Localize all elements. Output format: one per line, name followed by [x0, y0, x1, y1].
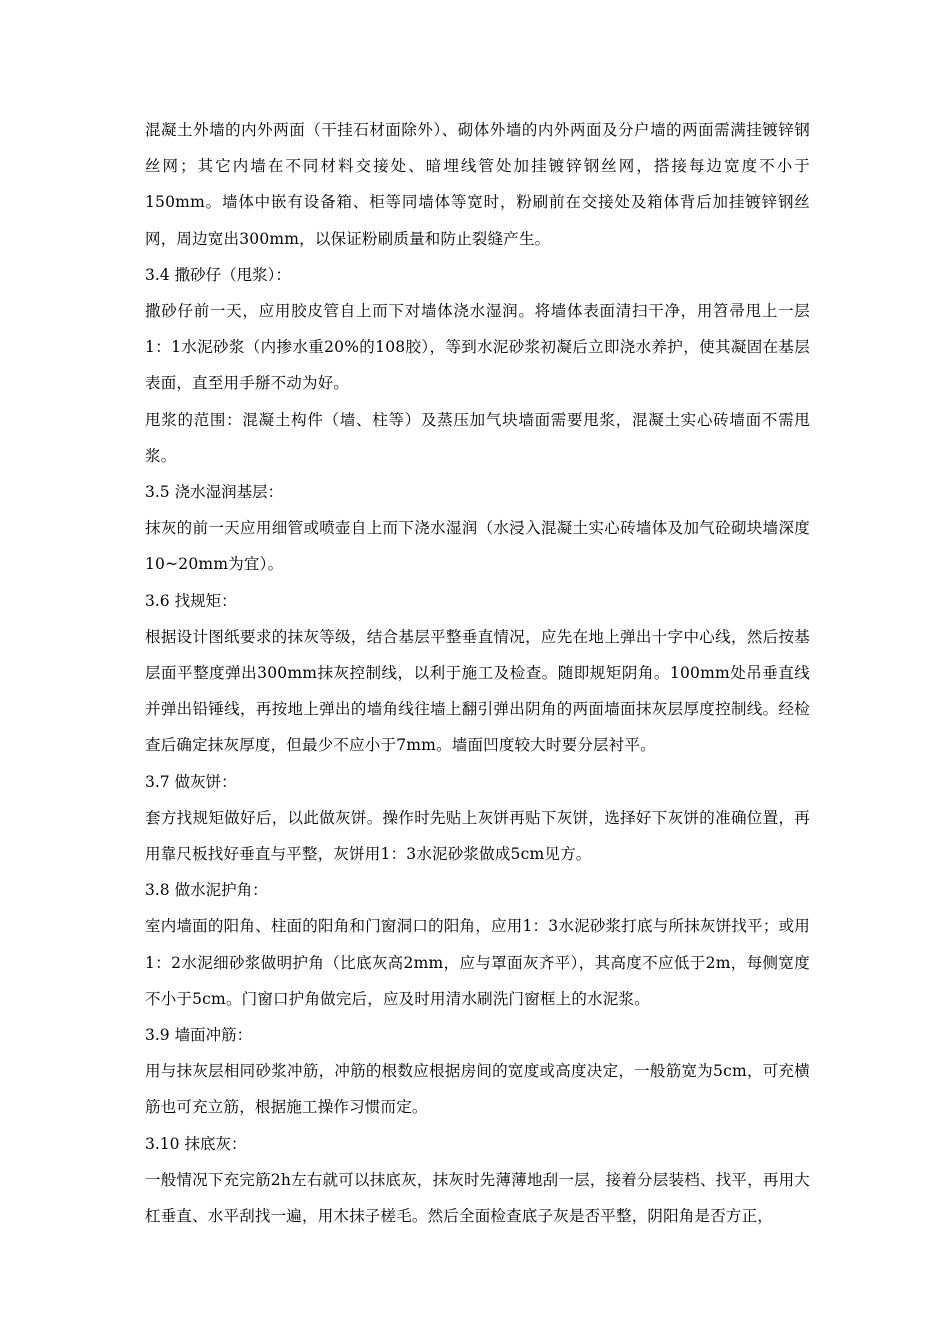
section-heading-3-7: 3.7 做灰饼： [145, 772, 237, 791]
document-page [145, 112, 810, 1234]
section-heading-3-10: 3.10 抹底灰： [145, 1134, 247, 1153]
section-heading-3-6: 3.6 找规矩： [145, 591, 237, 610]
paragraph-base-coat: 一般情况下充完筋2h左右就可以抹底灰，抹灰时先薄薄地刮一层，接着分层装档、找平，再用大杠垂直、水平刮找一遍，用木抹子槎毛。然后全面检查底子灰是否平整，阴阳角是否方正， [145, 1170, 810, 1226]
section-heading-3-4: 3.4 撒砂仔（甩浆）： [145, 265, 291, 284]
paragraph-layout-lines: 根据设计图纸要求的抹灰等级，结合基层平整垂直情况，应先在地上弹出十字中心线，然后按基层面平整度弹出300mm抹灰控制线，以利于施工及检查。随即规矩阴角。100mm处吊垂直线并弹出铅锤线，再按地上弹出的墙角线往墙上翻引弹出阴角的两面墙面抹灰层厚度控制线。经检查后确定抹灰厚度，但最少不应小于7mm。墙面凹度较大时要分层衬平。 [145, 627, 810, 755]
paragraph-wire-mesh: 混凝土外墙的内外两面（干挂石材面除外）、砌体外墙的内外两面及分户墙的两面需满挂镀锌钢丝网；其它内墙在不同材料交接处、暗埋线管处加挂镀锌钢丝网，搭接每边宽度不小于150mm。墙体中嵌有设备箱、柜等同墙体等宽时，粉刷前在交接处及箱体背后加挂镀锌钢丝网，周边宽出300mm，以保证粉刷质量和防止裂缝产生。 [145, 121, 810, 248]
paragraph-corner-protection: 室内墙面的阳角、柱面的阳角和门窗洞口的阳角，应用1：3水泥砂浆打底与所抹灰饼找平；或用1：2水泥细砂浆做明护角（比底灰高2mm，应与罩面灰齐平），其高度不应低于2m，每侧宽度不小于5cm。门窗口护角做完后，应及时用清水刷洗门窗框上的水泥浆。 [145, 917, 810, 1008]
section-heading-3-5: 3.5 浇水湿润基层： [145, 483, 284, 502]
section-heading-3-9: 3.9 墙面冲筋： [145, 1026, 253, 1045]
paragraph-screed-strips: 用与抹灰层相同砂浆冲筋，冲筋的根数应根据房间的宽度或高度决定，一般筋宽为5cm，可充横筋也可充立筋，根据施工操作习惯而定。 [145, 1062, 810, 1117]
section-heading-3-8: 3.8 做水泥护角： [145, 881, 268, 900]
paragraph-spray-range: 甩浆的范围：混凝土构件（墙、柱等）及蒸压加气块墙面需要甩浆，混凝土实心砖墙面不需甩浆。 [145, 410, 810, 465]
paragraph-plaster-cakes: 套方找规矩做好后，以此做灰饼。操作时先贴上灰饼再贴下灰饼，选择好下灰饼的准确位置，再用靠尺板找好垂直与平整，灰饼用1：3水泥砂浆做成5cm见方。 [145, 808, 810, 864]
paragraph-sand-spray: 撒砂仔前一天，应用胶皮管自上而下对墙体浇水湿润。将墙体表面清扫干净，用笤帚甩上一层1：1水泥砂浆（内掺水重20%的108胶），等到水泥砂浆初凝后立即浇水养护，使其凝固在基层表面，直至用手掰不动为好。 [145, 302, 810, 393]
paragraph-wetting: 抹灰的前一天应用细管或喷壶自上而下浇水湿润（水浸入混凝土实心砖墙体及加气砼砌块墙深度10~20mm为宜）。 [145, 519, 810, 574]
